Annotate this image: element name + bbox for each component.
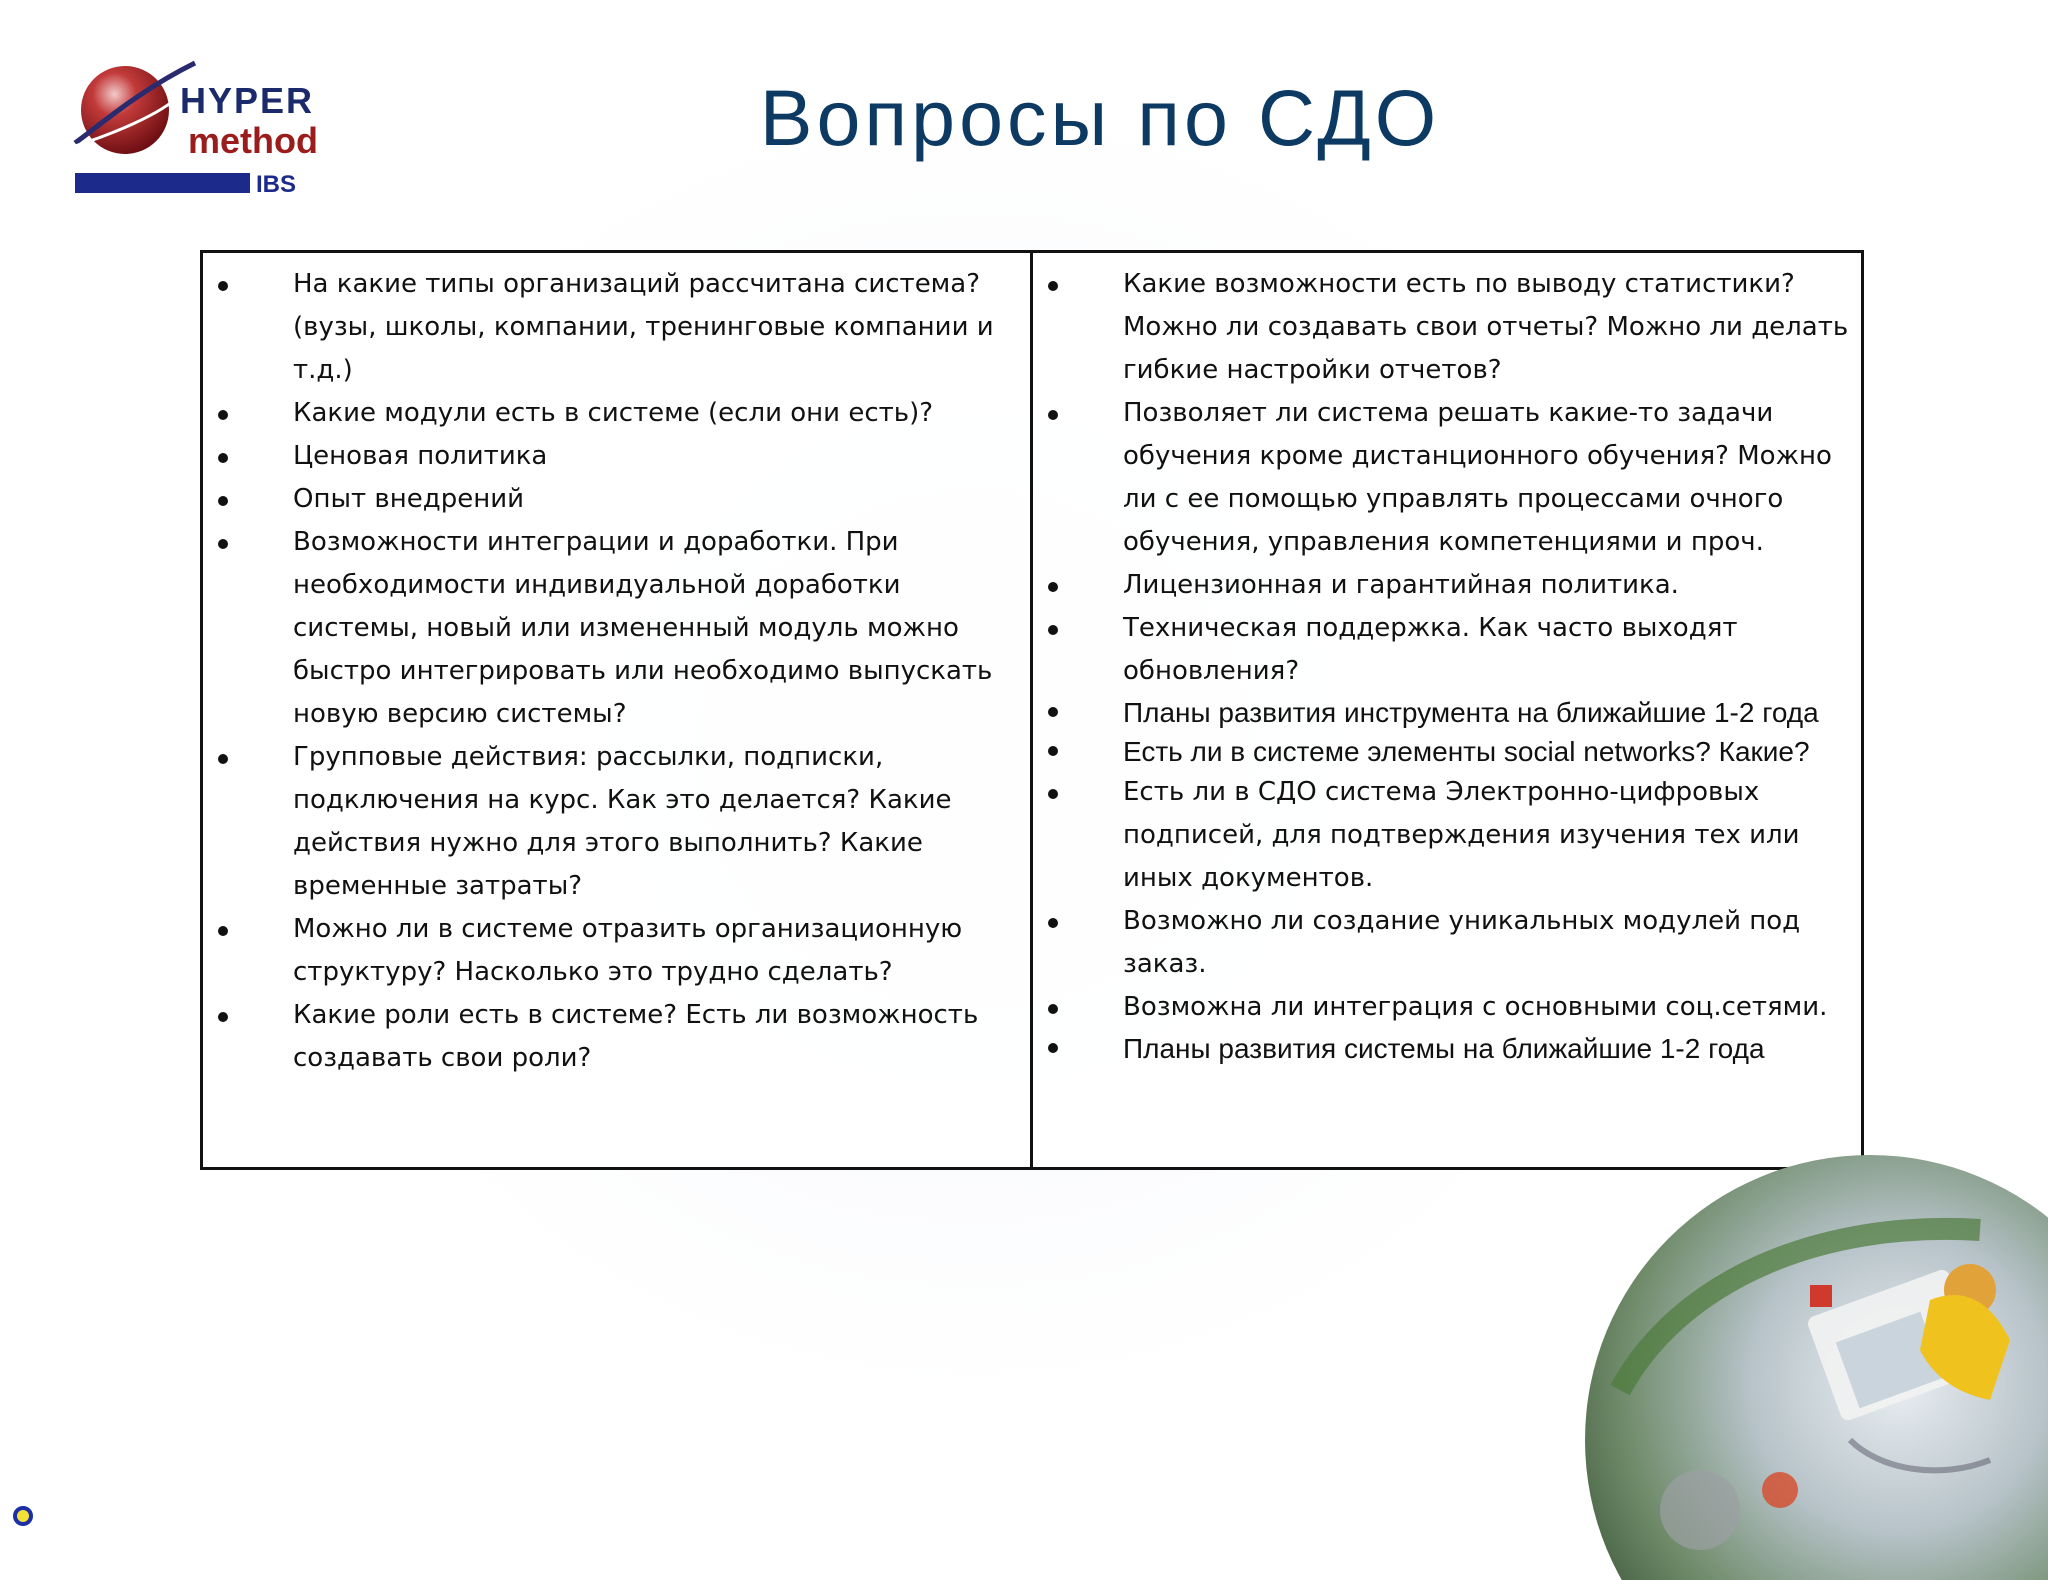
question-item: Опыт внедрений	[203, 478, 1022, 521]
question-item: Планы развития инструмента на ближайшие 1-2 года	[1033, 693, 1853, 732]
question-item: На какие типы организаций рассчитана система? (вузы, школы, компании, тренинговые компании и т.д.)	[203, 263, 1022, 392]
question-item: Возможна ли интеграция с основными соц.сетями.	[1033, 986, 1853, 1029]
slide-marker-dot	[13, 1506, 33, 1526]
hypermethod-logo	[70, 55, 325, 200]
question-item: Есть ли в СДО система Электронно-цифровых подписей, для подтверждения изучения тех или иных документов.	[1033, 771, 1853, 900]
questions-column-right	[1033, 253, 1861, 1167]
questions-table	[200, 250, 1864, 1170]
question-item: Позволяет ли система решать какие-то задачи обучения кроме дистанционного обучения? Можно ли с ее помощью управлять процессами очного обучения, управления компетенциями и проч.	[1033, 392, 1853, 564]
question-item: Какие роли есть в системе? Есть ли возможность создавать свои роли?	[203, 994, 1022, 1080]
question-item: Планы развития системы на ближайшие 1-2 года	[1033, 1029, 1853, 1068]
question-item: Ценовая политика	[203, 435, 1022, 478]
questions-list-left	[203, 263, 1022, 1080]
logo-text-ibs: IBS	[256, 171, 297, 198]
question-item: Возможно ли создание уникальных модулей под заказ.	[1033, 900, 1853, 986]
question-item: Какие модули есть в системе (если они есть)?	[203, 392, 1022, 435]
page-title: Вопросы по СДО	[759, 73, 1441, 162]
questions-column-left	[203, 253, 1033, 1167]
question-item: Какие возможности есть по выводу статистики? Можно ли создавать свои отчеты? Можно ли делать гибкие настройки отчетов?	[1033, 263, 1853, 392]
question-item: Групповые действия: рассылки, подписки, подключения на курс. Как это делается? Какие действия нужно для этого выполнить? Какие временные затраты?	[203, 736, 1022, 908]
globe-photo-decoration	[1560, 1140, 2048, 1580]
question-item: Возможности интеграции и доработки. При необходимости индивидуальной доработки системы, новый или измененный модуль можно быстро интегрировать или необходимо выпускать новую версию системы?	[203, 521, 1022, 736]
question-item: Техническая поддержка. Как часто выходят обновления?	[1033, 607, 1853, 693]
question-item: Можно ли в системе отразить организационную структуру? Насколько это трудно сделать?	[203, 908, 1022, 994]
question-item: Лицензионная и гарантийная политика.	[1033, 564, 1853, 607]
questions-list-right	[1033, 263, 1853, 1068]
logo-text-hyper: HYPER	[180, 80, 315, 121]
logo-text-method: method	[188, 120, 318, 161]
question-item: Есть ли в системе элементы social networks? Какие?	[1033, 732, 1853, 771]
